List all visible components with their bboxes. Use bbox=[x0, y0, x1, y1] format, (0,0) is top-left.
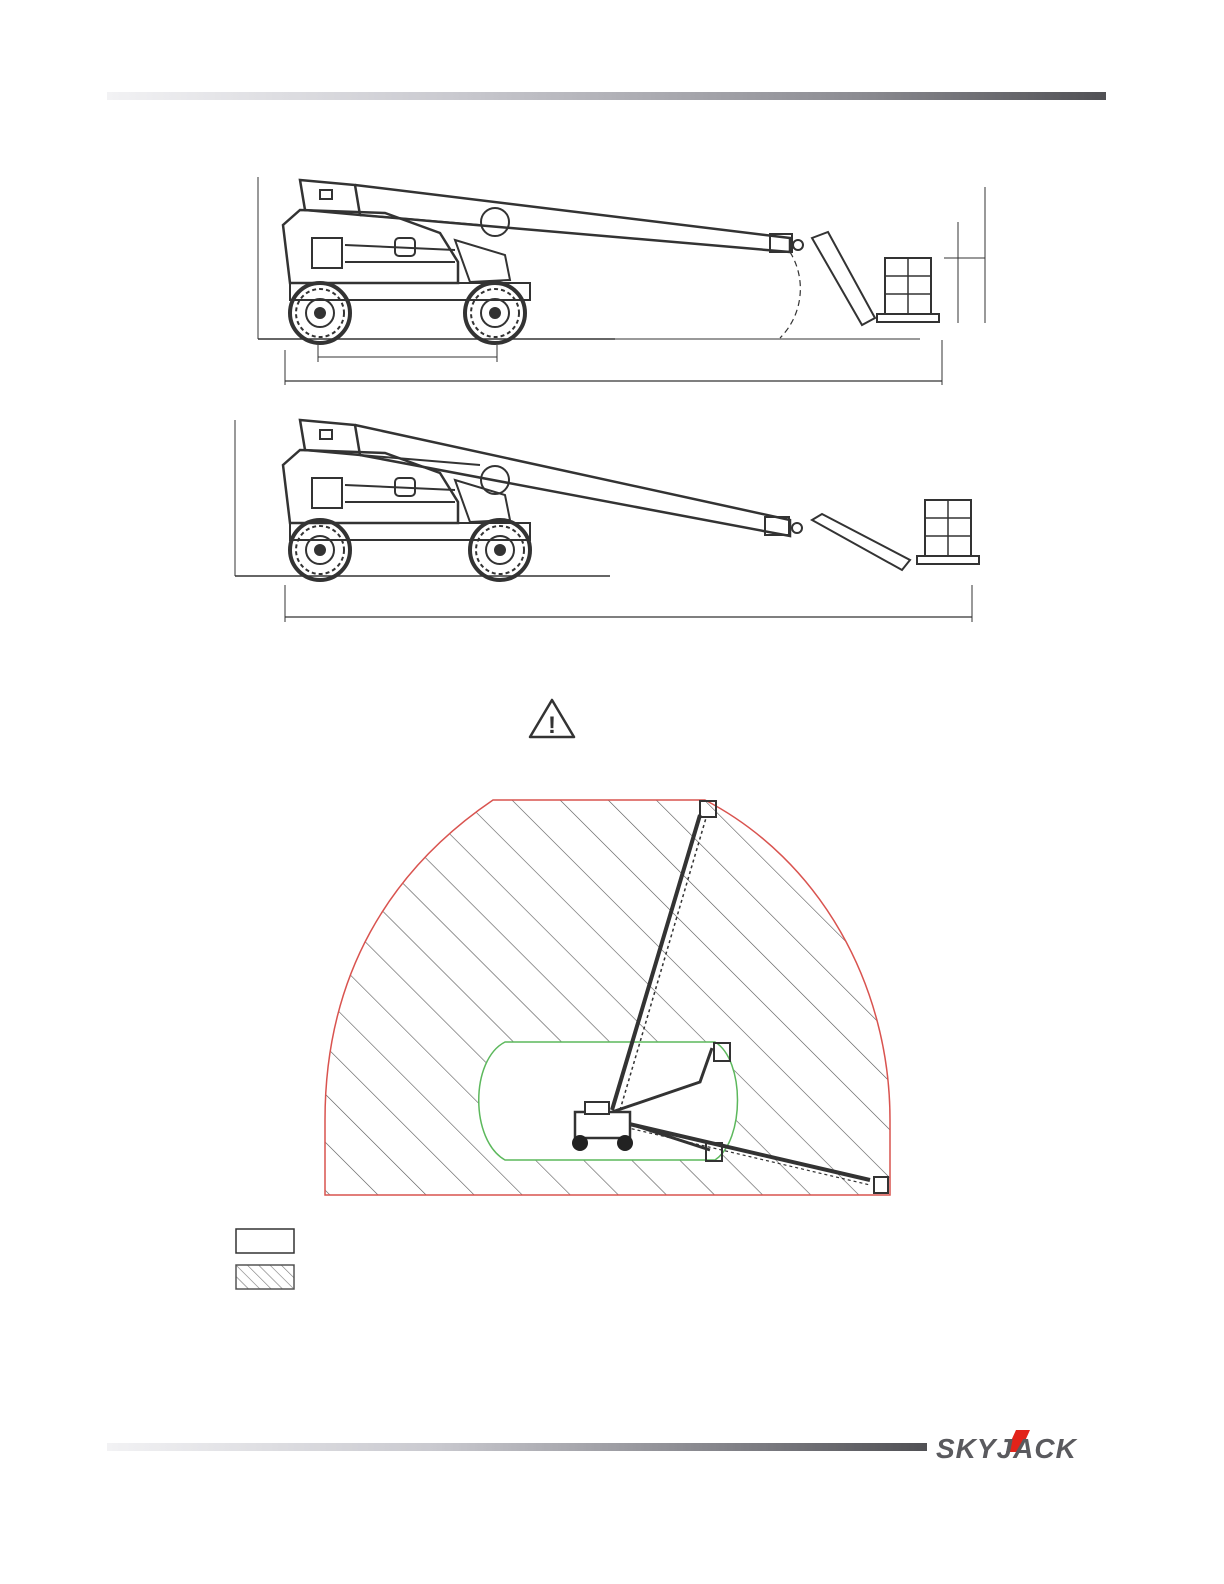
machine-stowed-side-view bbox=[258, 177, 985, 385]
legend-restricted-swatch bbox=[236, 1265, 294, 1289]
legend-unrestricted-swatch bbox=[236, 1229, 294, 1253]
skyjack-logo bbox=[934, 1422, 1109, 1472]
warning-icon bbox=[530, 700, 574, 739]
logo-text: SKYJACK bbox=[936, 1433, 1077, 1464]
work-envelope-diagram bbox=[320, 795, 900, 1200]
warning-icon-glyph: ! bbox=[548, 712, 556, 739]
machine-boom-horizontal-side-view bbox=[235, 420, 979, 622]
